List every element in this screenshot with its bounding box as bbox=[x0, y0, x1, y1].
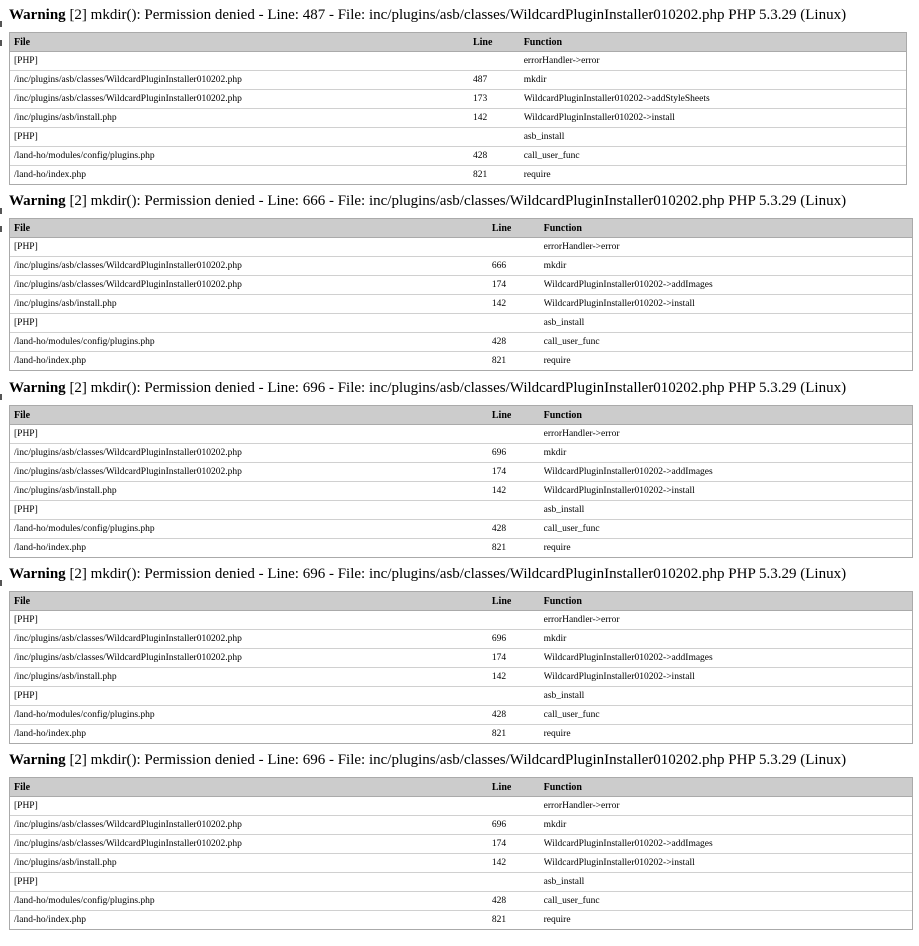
column-header-function: Function bbox=[543, 595, 582, 607]
cell-file: /inc/plugins/asb/classes/WildcardPluginInstaller010202.php bbox=[14, 280, 242, 290]
cell-function: require bbox=[543, 729, 571, 739]
warning-label: Warning bbox=[9, 193, 66, 209]
table-row bbox=[10, 147, 906, 166]
table-row bbox=[10, 425, 912, 444]
edge-mark bbox=[0, 394, 2, 400]
cell-file: /inc/plugins/asb/classes/WildcardPluginInstaller010202.php bbox=[14, 467, 242, 477]
cell-line: 487 bbox=[472, 75, 488, 85]
cell-line: 142 bbox=[472, 113, 488, 123]
cell-file: /land-ho/index.php bbox=[14, 356, 87, 366]
cell-function: WildcardPluginInstaller010202->install bbox=[543, 299, 695, 309]
table-row bbox=[10, 668, 912, 687]
table-row bbox=[10, 482, 912, 501]
cell-function: call_user_func bbox=[543, 524, 600, 534]
cell-function: errorHandler->error bbox=[543, 801, 620, 811]
warning-block bbox=[0, 750, 919, 936]
cell-function: errorHandler->error bbox=[523, 56, 600, 66]
table-row bbox=[10, 835, 912, 854]
cell-function: WildcardPluginInstaller010202->install bbox=[543, 672, 695, 682]
backtrace-table bbox=[9, 405, 913, 558]
table-row bbox=[10, 911, 912, 929]
table-row bbox=[10, 892, 912, 911]
column-header-function: Function bbox=[543, 222, 582, 234]
cell-file: /inc/plugins/asb/install.php bbox=[14, 858, 117, 868]
table-row bbox=[10, 630, 912, 649]
cell-file: [PHP] bbox=[14, 242, 38, 252]
column-header-line: Line bbox=[491, 409, 512, 421]
cell-function: WildcardPluginInstaller010202->addStyleSheets bbox=[523, 94, 710, 104]
cell-line: 821 bbox=[472, 170, 488, 180]
table-row bbox=[10, 109, 906, 128]
table-row bbox=[10, 333, 912, 352]
cell-file: /inc/plugins/asb/classes/WildcardPluginInstaller010202.php bbox=[14, 634, 242, 644]
table-row bbox=[10, 611, 912, 630]
warning-title bbox=[9, 750, 846, 770]
column-header-function: Function bbox=[543, 781, 582, 793]
warning-message: [2] mkdir(): Permission denied - Line: 696 - File: inc/plugins/asb/classes/WildcardPluginInstaller010202.php PHP 5.3.29 (Linux) bbox=[69, 380, 847, 396]
cell-line: 696 bbox=[491, 448, 507, 458]
cell-function: require bbox=[543, 543, 571, 553]
cell-line: 666 bbox=[491, 261, 507, 271]
table-row bbox=[10, 314, 912, 333]
table-row bbox=[10, 706, 912, 725]
cell-file: /inc/plugins/asb/classes/WildcardPluginInstaller010202.php bbox=[14, 820, 242, 830]
cell-function: call_user_func bbox=[523, 151, 580, 161]
table-row bbox=[10, 444, 912, 463]
table-row bbox=[10, 797, 912, 816]
cell-line: 173 bbox=[472, 94, 488, 104]
warning-message: [2] mkdir(): Permission denied - Line: 666 - File: inc/plugins/asb/classes/WildcardPluginInstaller010202.php PHP 5.3.29 (Linux) bbox=[69, 193, 847, 209]
cell-file: /inc/plugins/asb/classes/WildcardPluginInstaller010202.php bbox=[14, 94, 242, 104]
edge-mark bbox=[0, 21, 2, 27]
cell-line: 174 bbox=[491, 280, 507, 290]
column-header-function: Function bbox=[543, 409, 582, 421]
column-header-line: Line bbox=[472, 36, 493, 48]
cell-line: 821 bbox=[491, 543, 507, 553]
cell-file: [PHP] bbox=[14, 318, 38, 328]
cell-file: /land-ho/modules/config/plugins.php bbox=[14, 896, 155, 906]
warning-label: Warning bbox=[9, 752, 66, 768]
table-row bbox=[10, 520, 912, 539]
cell-file: [PHP] bbox=[14, 429, 38, 439]
table-row bbox=[10, 128, 906, 147]
cell-function: mkdir bbox=[523, 75, 547, 85]
table-row bbox=[10, 873, 912, 892]
cell-file: [PHP] bbox=[14, 505, 38, 515]
column-header-line: Line bbox=[491, 781, 512, 793]
cell-file: [PHP] bbox=[14, 132, 38, 142]
table-row bbox=[10, 238, 912, 257]
warning-block bbox=[0, 378, 919, 564]
cell-file: /land-ho/modules/config/plugins.php bbox=[14, 710, 155, 720]
cell-file: /land-ho/modules/config/plugins.php bbox=[14, 337, 155, 347]
table-row bbox=[10, 816, 912, 835]
cell-line: 142 bbox=[491, 672, 507, 682]
edge-mark bbox=[0, 226, 2, 232]
table-row bbox=[10, 501, 912, 520]
cell-line: 142 bbox=[491, 299, 507, 309]
warning-label: Warning bbox=[9, 566, 66, 582]
cell-line: 821 bbox=[491, 356, 507, 366]
cell-file: /inc/plugins/asb/classes/WildcardPluginInstaller010202.php bbox=[14, 261, 242, 271]
edge-mark bbox=[0, 40, 2, 46]
table-row bbox=[10, 725, 912, 743]
cell-file: /land-ho/modules/config/plugins.php bbox=[14, 151, 155, 161]
cell-file: /land-ho/modules/config/plugins.php bbox=[14, 524, 155, 534]
cell-file: /inc/plugins/asb/install.php bbox=[14, 486, 117, 496]
table-row bbox=[10, 539, 912, 557]
column-header-line: Line bbox=[491, 222, 512, 234]
backtrace-header bbox=[10, 33, 906, 52]
cell-function: mkdir bbox=[543, 448, 567, 458]
cell-file: /inc/plugins/asb/classes/WildcardPluginInstaller010202.php bbox=[14, 448, 242, 458]
column-header-line: Line bbox=[491, 595, 512, 607]
backtrace-table bbox=[9, 777, 913, 930]
cell-file: /inc/plugins/asb/install.php bbox=[14, 299, 117, 309]
cell-function: WildcardPluginInstaller010202->install bbox=[543, 858, 695, 868]
edge-mark bbox=[0, 208, 2, 214]
warning-message: [2] mkdir(): Permission denied - Line: 487 - File: inc/plugins/asb/classes/WildcardPluginInstaller010202.php PHP 5.3.29 (Linux) bbox=[69, 7, 847, 23]
edge-mark bbox=[0, 580, 2, 586]
cell-file: /inc/plugins/asb/classes/WildcardPluginInstaller010202.php bbox=[14, 75, 242, 85]
cell-function: asb_install bbox=[543, 691, 585, 701]
cell-function: call_user_func bbox=[543, 710, 600, 720]
table-row bbox=[10, 463, 912, 482]
cell-function: WildcardPluginInstaller010202->addImages bbox=[543, 280, 713, 290]
backtrace-header bbox=[10, 592, 912, 611]
cell-function: errorHandler->error bbox=[543, 615, 620, 625]
warning-title bbox=[9, 5, 846, 25]
column-header-file: File bbox=[14, 222, 31, 234]
cell-function: WildcardPluginInstaller010202->install bbox=[543, 486, 695, 496]
backtrace-header bbox=[10, 219, 912, 238]
cell-function: asb_install bbox=[543, 505, 585, 515]
cell-line: 428 bbox=[491, 896, 507, 906]
cell-function: errorHandler->error bbox=[543, 429, 620, 439]
cell-file: /inc/plugins/asb/install.php bbox=[14, 672, 117, 682]
cell-function: call_user_func bbox=[543, 337, 600, 347]
table-row bbox=[10, 71, 906, 90]
warning-label: Warning bbox=[9, 7, 66, 23]
cell-function: WildcardPluginInstaller010202->addImages bbox=[543, 467, 713, 477]
cell-function: WildcardPluginInstaller010202->install bbox=[523, 113, 675, 123]
warning-title bbox=[9, 378, 846, 398]
table-row bbox=[10, 854, 912, 873]
cell-line: 142 bbox=[491, 858, 507, 868]
backtrace-header bbox=[10, 778, 912, 797]
cell-function: require bbox=[543, 356, 571, 366]
column-header-function: Function bbox=[523, 36, 563, 48]
cell-line: 428 bbox=[491, 710, 507, 720]
cell-function: mkdir bbox=[543, 261, 567, 271]
cell-function: require bbox=[523, 170, 551, 180]
cell-line: 696 bbox=[491, 820, 507, 830]
table-row bbox=[10, 687, 912, 706]
cell-file: [PHP] bbox=[14, 615, 38, 625]
column-header-file: File bbox=[14, 36, 31, 48]
table-row bbox=[10, 166, 906, 184]
cell-file: /inc/plugins/asb/install.php bbox=[14, 113, 117, 123]
cell-line: 428 bbox=[491, 337, 507, 347]
cell-file: /land-ho/index.php bbox=[14, 915, 87, 925]
cell-line: 174 bbox=[491, 653, 507, 663]
cell-file: /land-ho/index.php bbox=[14, 729, 87, 739]
cell-function: call_user_func bbox=[543, 896, 600, 906]
cell-line: 174 bbox=[491, 467, 507, 477]
warning-title bbox=[9, 191, 846, 211]
warning-block bbox=[0, 5, 919, 191]
warning-block bbox=[0, 564, 919, 750]
cell-function: asb_install bbox=[543, 318, 585, 328]
cell-function: WildcardPluginInstaller010202->addImages bbox=[543, 839, 713, 849]
warning-message: [2] mkdir(): Permission denied - Line: 696 - File: inc/plugins/asb/classes/WildcardPluginInstaller010202.php PHP 5.3.29 (Linux) bbox=[69, 752, 847, 768]
cell-line: 821 bbox=[491, 729, 507, 739]
backtrace-header bbox=[10, 406, 912, 425]
column-header-file: File bbox=[14, 595, 31, 607]
table-row bbox=[10, 90, 906, 109]
table-row bbox=[10, 295, 912, 314]
table-row bbox=[10, 276, 912, 295]
cell-function: require bbox=[543, 915, 571, 925]
backtrace-table bbox=[9, 32, 907, 185]
cell-file: [PHP] bbox=[14, 691, 38, 701]
cell-line: 174 bbox=[491, 839, 507, 849]
cell-file: [PHP] bbox=[14, 56, 38, 66]
warning-title bbox=[9, 564, 846, 584]
cell-function: mkdir bbox=[543, 634, 567, 644]
cell-line: 821 bbox=[491, 915, 507, 925]
table-row bbox=[10, 52, 906, 71]
warning-label: Warning bbox=[9, 380, 66, 396]
cell-line: 142 bbox=[491, 486, 507, 496]
backtrace-table bbox=[9, 591, 913, 744]
cell-line: 428 bbox=[472, 151, 488, 161]
cell-function: asb_install bbox=[523, 132, 565, 142]
cell-file: /inc/plugins/asb/classes/WildcardPluginInstaller010202.php bbox=[14, 653, 242, 663]
table-row bbox=[10, 649, 912, 668]
cell-file: /inc/plugins/asb/classes/WildcardPluginInstaller010202.php bbox=[14, 839, 242, 849]
cell-function: WildcardPluginInstaller010202->addImages bbox=[543, 653, 713, 663]
cell-file: [PHP] bbox=[14, 801, 38, 811]
cell-file: [PHP] bbox=[14, 877, 38, 887]
warning-block bbox=[0, 191, 919, 377]
column-header-file: File bbox=[14, 781, 31, 793]
table-row bbox=[10, 257, 912, 276]
cell-line: 428 bbox=[491, 524, 507, 534]
cell-file: /land-ho/index.php bbox=[14, 543, 87, 553]
column-header-file: File bbox=[14, 409, 31, 421]
backtrace-table bbox=[9, 218, 913, 371]
cell-function: mkdir bbox=[543, 820, 567, 830]
warning-message: [2] mkdir(): Permission denied - Line: 696 - File: inc/plugins/asb/classes/WildcardPluginInstaller010202.php PHP 5.3.29 (Linux) bbox=[69, 566, 847, 582]
cell-function: errorHandler->error bbox=[543, 242, 620, 252]
cell-function: asb_install bbox=[543, 877, 585, 887]
table-row bbox=[10, 352, 912, 370]
cell-line: 696 bbox=[491, 634, 507, 644]
cell-file: /land-ho/index.php bbox=[14, 170, 87, 180]
